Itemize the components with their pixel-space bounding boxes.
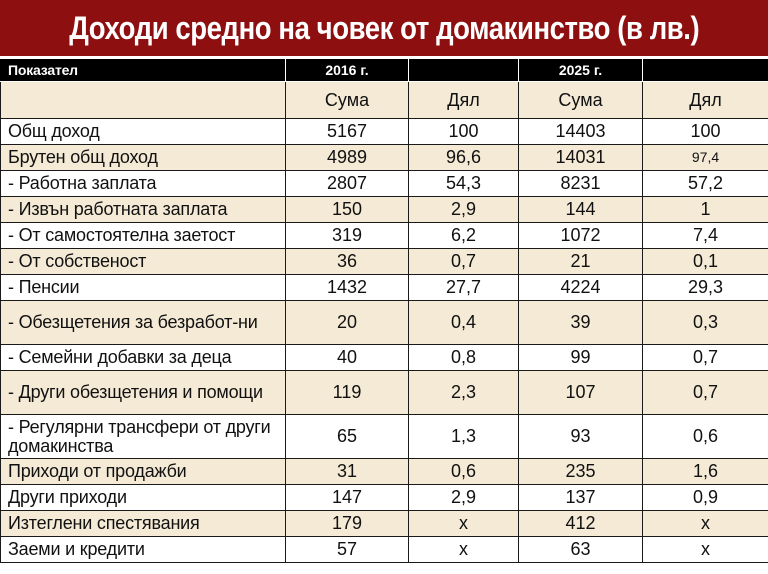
header-blank-2025 — [643, 59, 768, 82]
header-indicator: Показател — [1, 59, 286, 82]
cell-share-2025: 0,1 — [643, 249, 768, 275]
cell-share-2016: 27,7 — [409, 275, 519, 301]
cell-sum-2025: 14403 — [519, 119, 643, 145]
row-label: Общ доход — [1, 119, 286, 145]
table-header-row — [1, 59, 768, 82]
cell-sum-2016: 57 — [286, 537, 409, 563]
cell-sum-2016: 319 — [286, 223, 409, 249]
subheader-blank — [1, 82, 286, 119]
cell-share-2025: 1 — [643, 197, 768, 223]
table-row — [1, 119, 768, 145]
cell-share-2025: 1,6 — [643, 459, 768, 485]
cell-share-2025: 97,4 — [643, 145, 768, 171]
table-row — [1, 537, 768, 563]
cell-sum-2025: 1072 — [519, 223, 643, 249]
table-row — [1, 511, 768, 537]
row-label: Изтеглени спестявания — [1, 511, 286, 537]
cell-share-2025: 0,3 — [643, 301, 768, 345]
cell-sum-2025: 21 — [519, 249, 643, 275]
cell-sum-2016: 36 — [286, 249, 409, 275]
cell-share-2016: 100 — [409, 119, 519, 145]
row-label: - Семейни добавки за деца — [1, 345, 286, 371]
cell-share-2016: 2,3 — [409, 371, 519, 415]
cell-sum-2025: 137 — [519, 485, 643, 511]
cell-sum-2016: 65 — [286, 415, 409, 459]
table-row — [1, 275, 768, 301]
table-row — [1, 485, 768, 511]
header-blank-2016 — [409, 59, 519, 82]
cell-sum-2025: 107 — [519, 371, 643, 415]
subheader-sum-2025: Сума — [519, 82, 643, 119]
cell-share-2025: 29,3 — [643, 275, 768, 301]
cell-sum-2016: 40 — [286, 345, 409, 371]
row-label: Други приходи — [1, 485, 286, 511]
row-label: - Пенсии — [1, 275, 286, 301]
row-label: - Други обезщетения и помощи — [1, 371, 286, 415]
cell-sum-2025: 412 — [519, 511, 643, 537]
cell-share-2016: 0,4 — [409, 301, 519, 345]
cell-share-2016: 54,3 — [409, 171, 519, 197]
table-row — [1, 415, 768, 459]
cell-sum-2016: 20 — [286, 301, 409, 345]
cell-share-2025: x — [643, 511, 768, 537]
cell-share-2025: 0,9 — [643, 485, 768, 511]
cell-share-2016: 0,7 — [409, 249, 519, 275]
cell-sum-2016: 119 — [286, 371, 409, 415]
table-row — [1, 223, 768, 249]
cell-sum-2016: 2807 — [286, 171, 409, 197]
cell-sum-2016: 147 — [286, 485, 409, 511]
cell-share-2025: 0,6 — [643, 415, 768, 459]
cell-sum-2025: 39 — [519, 301, 643, 345]
row-label: Приходи от продажби — [1, 459, 286, 485]
cell-share-2016: 2,9 — [409, 485, 519, 511]
table-row — [1, 249, 768, 275]
table-row — [1, 371, 768, 415]
cell-share-2016: 0,8 — [409, 345, 519, 371]
row-label: Брутен общ доход — [1, 145, 286, 171]
cell-share-2016: x — [409, 511, 519, 537]
cell-sum-2025: 144 — [519, 197, 643, 223]
cell-sum-2016: 150 — [286, 197, 409, 223]
cell-sum-2025: 235 — [519, 459, 643, 485]
cell-share-2025: 57,2 — [643, 171, 768, 197]
page-title: Доходи средно на човек от домакинство (в лв.) — [69, 9, 699, 46]
cell-sum-2016: 31 — [286, 459, 409, 485]
row-label: - От самостоятелна заетост — [1, 223, 286, 249]
cell-sum-2025: 63 — [519, 537, 643, 563]
cell-share-2025: 0,7 — [643, 371, 768, 415]
table-row — [1, 197, 768, 223]
cell-share-2016: x — [409, 537, 519, 563]
cell-share-2016: 2,9 — [409, 197, 519, 223]
row-label: - Извън работната заплата — [1, 197, 286, 223]
table-subheader-row — [1, 82, 768, 119]
cell-share-2016: 96,6 — [409, 145, 519, 171]
table-row — [1, 459, 768, 485]
header-year-2025: 2025 г. — [519, 59, 643, 82]
cell-sum-2025: 99 — [519, 345, 643, 371]
cell-sum-2016: 5167 — [286, 119, 409, 145]
subheader-share-2025: Дял — [643, 82, 768, 119]
cell-share-2025: 100 — [643, 119, 768, 145]
cell-sum-2016: 179 — [286, 511, 409, 537]
cell-share-2016: 1,3 — [409, 415, 519, 459]
income-table — [0, 58, 768, 563]
row-label: - Регулярни трансфери от други домакинства — [1, 415, 286, 459]
cell-sum-2025: 8231 — [519, 171, 643, 197]
row-label: Заеми и кредити — [1, 537, 286, 563]
cell-share-2025: 0,7 — [643, 345, 768, 371]
cell-sum-2025: 4224 — [519, 275, 643, 301]
title-banner — [0, 0, 768, 56]
row-label: - Работна заплата — [1, 171, 286, 197]
subheader-share-2016: Дял — [409, 82, 519, 119]
cell-sum-2016: 1432 — [286, 275, 409, 301]
cell-sum-2025: 14031 — [519, 145, 643, 171]
cell-share-2025: x — [643, 537, 768, 563]
table-row — [1, 171, 768, 197]
header-year-2016: 2016 г. — [286, 59, 409, 82]
table-row — [1, 145, 768, 171]
cell-sum-2016: 4989 — [286, 145, 409, 171]
cell-share-2016: 0,6 — [409, 459, 519, 485]
subheader-sum-2016: Сума — [286, 82, 409, 119]
row-label: - Обезщетения за безработ-ни — [1, 301, 286, 345]
row-label: - От собственост — [1, 249, 286, 275]
cell-share-2025: 7,4 — [643, 223, 768, 249]
table-row — [1, 345, 768, 371]
table-row — [1, 301, 768, 345]
cell-share-2016: 6,2 — [409, 223, 519, 249]
cell-sum-2025: 93 — [519, 415, 643, 459]
